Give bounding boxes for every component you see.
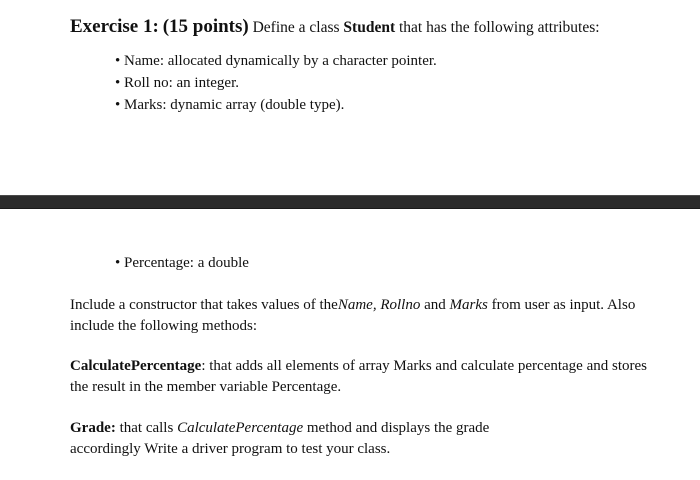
bullet-rollno xyxy=(115,75,239,92)
calculate-line-1 xyxy=(70,356,647,377)
grade-paragraph xyxy=(70,418,489,460)
bullet-text: Marks: dynamic array (double type). xyxy=(124,97,345,113)
grade-line-2: accordingly Write a driver program to test your class. xyxy=(70,441,391,457)
bullet-percentage xyxy=(115,255,249,272)
calculate-line-2: the result in the member variable Percentage. xyxy=(70,379,342,395)
bullet-dot: • xyxy=(115,97,121,113)
grade-text-b: method and displays the grade xyxy=(306,420,490,436)
constructor-line-1 xyxy=(70,295,635,316)
calculate-text: : that adds all elements of array Marks and calculate percentage and stores xyxy=(201,358,647,374)
bullet-text: Name: allocated dynamically by a character pointer. xyxy=(124,53,437,69)
bullet-text: Percentage: a double xyxy=(124,255,249,271)
marks-ref: Marks xyxy=(449,297,488,313)
exercise-intro: Define a class xyxy=(252,19,340,36)
bullet-dot: • xyxy=(115,53,121,69)
constructor-line-2: include the following methods: xyxy=(70,318,258,334)
name-ref: Name, xyxy=(337,297,377,313)
exercise-points: (15 points) xyxy=(162,16,249,37)
bullet-dot: • xyxy=(115,255,121,271)
bullet-name xyxy=(115,53,437,70)
page-divider-bar xyxy=(0,195,700,209)
and-text: and xyxy=(424,297,446,313)
exercise-intro-end: that has the following attributes: xyxy=(398,19,600,36)
grade-method-name: Grade: xyxy=(70,420,116,436)
calculate-ref: CalculatePercentage xyxy=(177,420,304,436)
bullet-dot: • xyxy=(115,75,121,91)
exercise-label: Exercise 1: xyxy=(70,16,159,37)
constructor-paragraph xyxy=(70,295,635,337)
constructor-text-2: from user as input. Also xyxy=(491,297,636,313)
grade-text-a: that calls xyxy=(119,420,174,436)
class-name: Student xyxy=(343,19,396,36)
exercise-heading xyxy=(70,16,600,38)
calculate-method-name: CalculatePercentage xyxy=(70,358,202,374)
rollno-ref: Rollno xyxy=(380,297,421,313)
grade-line-1 xyxy=(70,418,489,439)
bullet-marks xyxy=(115,97,344,114)
constructor-text: Include a constructor that takes values of the xyxy=(70,297,338,313)
bullet-text: Roll no: an integer. xyxy=(124,75,239,91)
calculate-paragraph xyxy=(70,356,647,398)
